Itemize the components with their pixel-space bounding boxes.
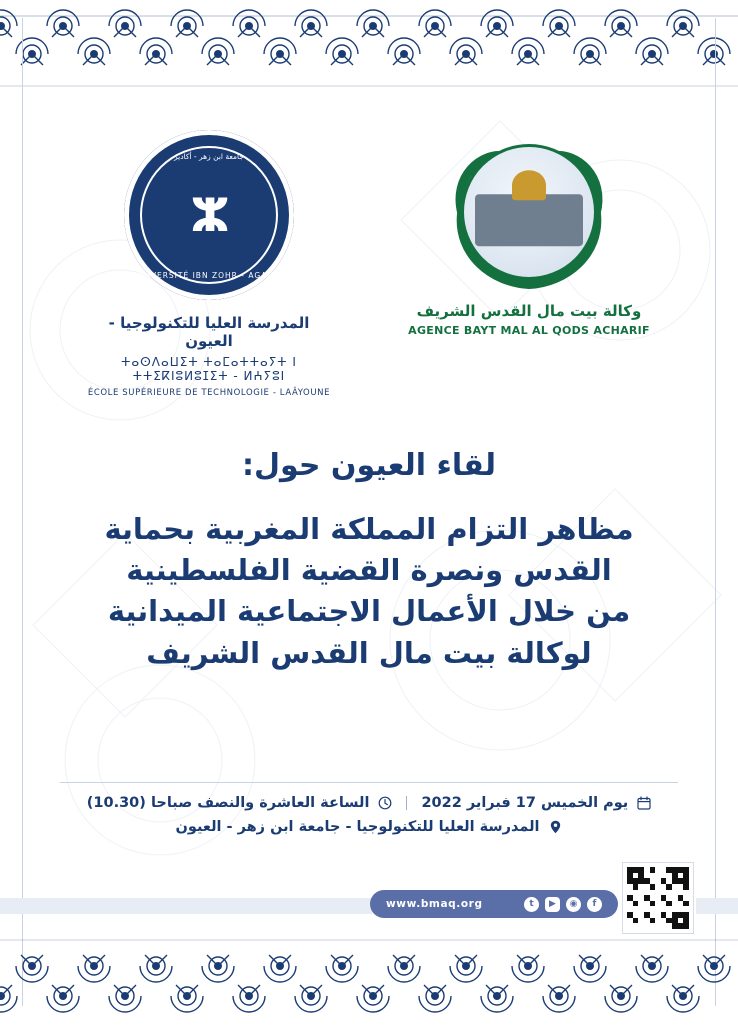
dome-of-the-rock-icon [475, 194, 583, 246]
university-seal-text-bottom: UNIVERSITÉ IBN ZOHR - AGADIR [134, 271, 284, 280]
agency-seal-icon [434, 136, 624, 296]
title-line-3: من خلال الأعمال الاجتماعية الميدانية [107, 594, 631, 629]
title-line-1: مظاهر التزام المملكة المغربية بحماية [104, 512, 634, 546]
social-links [524, 897, 602, 912]
event-time: الساعة العاشرة والنصف صباحا (10.30) [86, 795, 370, 811]
title-block [40, 448, 698, 674]
university-seal-text-top: جامعة ابن زهر - أكادير [174, 152, 244, 161]
footer-ribbon-left [0, 898, 372, 914]
poster-title [40, 509, 698, 674]
facebook-icon[interactable]: f [587, 897, 602, 912]
agency-caption-ar: وكالة بيت مال القدس الشريف [416, 302, 642, 320]
date-time-row [60, 795, 678, 811]
university-seal-glyph: ⵣ [190, 188, 228, 242]
ornamental-band-bottom [0, 926, 738, 1024]
calendar-icon [636, 796, 651, 811]
university-caption-tifinagh: ⵜⴰⵙⴷⴰⵡⵉⵜ ⵜⴰⵎⴰⵜⵜⴰⵢⵜ ⵏ ⵜⵜⵉⴽⵏⵓⵍⵓⵊⵉⵜ - ⵍⵄⵢⵓⵏ [121, 355, 297, 383]
university-caption-fr: ÉCOLE SUPÉRIEURE DE TECHNOLOGIE - LAÂYOUNE [87, 388, 331, 398]
instagram-icon[interactable]: ◉ [566, 897, 581, 912]
logo-university [84, 130, 334, 398]
poster-headline: لقاء العيون حول: [242, 448, 496, 483]
event-details [60, 782, 678, 843]
title-line-2: القدس ونصرة القضية الفلسطينية [126, 553, 612, 588]
location-pin-icon [548, 820, 563, 835]
event-location: المدرسة العليا للتكنولوجيا - جامعة ابن زهر - العيون [175, 819, 540, 835]
twitter-icon[interactable]: t [524, 897, 539, 912]
university-seal-icon [124, 130, 294, 300]
title-line-4: لوكالة بيت مال القدس الشريف [146, 635, 592, 670]
agency-caption-fr: AGENCE BAYT MAL AL QODS ACHARIF [408, 324, 650, 337]
clock-icon [377, 796, 392, 811]
location-row [60, 819, 678, 835]
qr-code[interactable] [622, 862, 694, 934]
university-caption-ar: المدرسة العليا للتكنولوجيا - العيون [108, 314, 310, 350]
detail-separator [406, 796, 407, 810]
agency-globe [461, 144, 597, 280]
logo-row [0, 130, 738, 398]
website-url[interactable]: www.bmaq.org [386, 898, 483, 910]
youtube-icon[interactable]: ▶ [545, 897, 560, 912]
footer-bar [370, 890, 618, 918]
logo-agency [404, 130, 654, 337]
event-date: يوم الخميس 17 فبراير 2022 [421, 795, 629, 811]
footer-ribbon-right [696, 898, 738, 914]
